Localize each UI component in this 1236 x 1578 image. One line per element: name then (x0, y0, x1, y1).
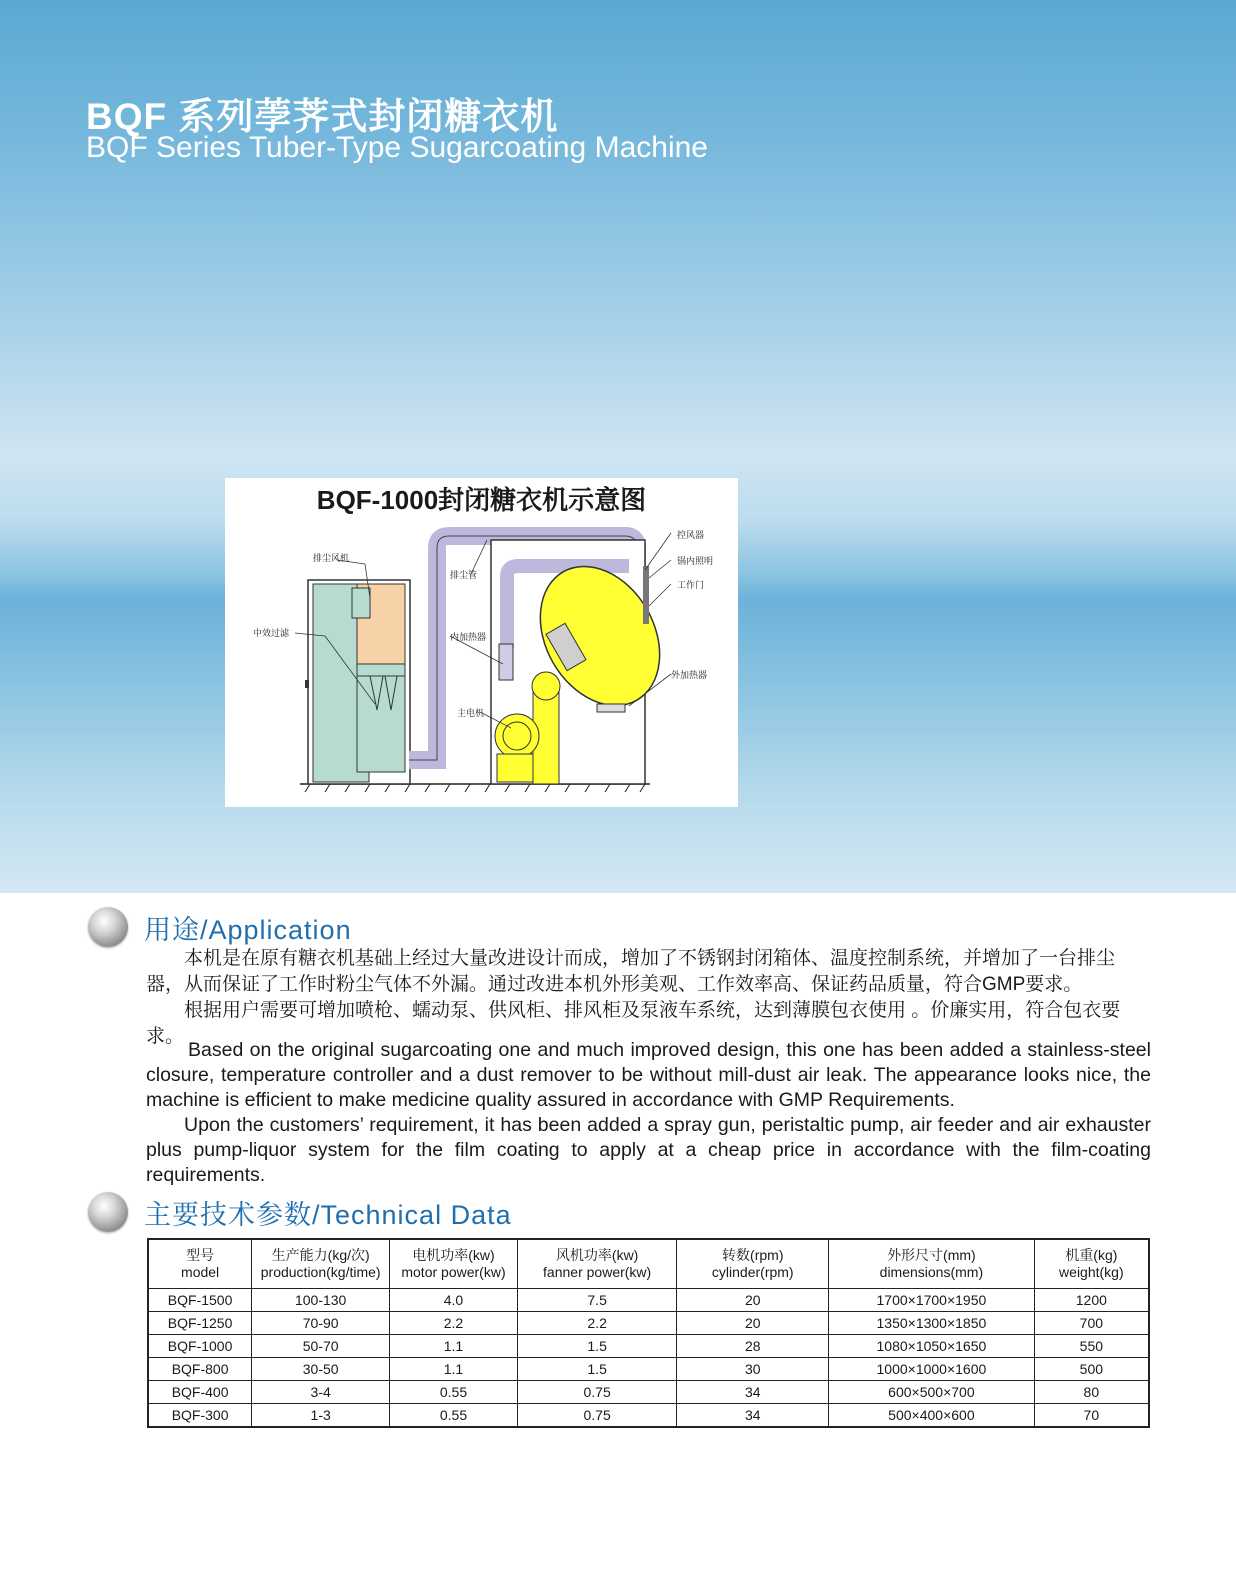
table-cell: 70-90 (252, 1312, 390, 1335)
table-cell: 2.2 (390, 1312, 518, 1335)
table-cell: 80 (1034, 1381, 1149, 1404)
table-cell: BQF-300 (148, 1404, 252, 1428)
table-cell: 50-70 (252, 1335, 390, 1358)
page-title-en: BQF Series Tuber-Type Sugarcoating Machine (86, 131, 708, 164)
table-cell: 600×500×700 (829, 1381, 1035, 1404)
table-cell: 7.5 (517, 1289, 677, 1312)
table-cell: 1200 (1034, 1289, 1149, 1312)
table-cell: 500 (1034, 1358, 1149, 1381)
sphere-bullet-icon (88, 907, 128, 947)
application-cn-paragraph: 根据用户需要可增加喷枪、蠕动泵、供风柜、排风柜及泵液车系统，达到薄膜包衣使用 。价廉实用，符合包衣要求。 (146, 1000, 1121, 1047)
table-cell: 700 (1034, 1312, 1149, 1335)
table-cell: 1080×1050×1650 (829, 1335, 1035, 1358)
technical-heading-text: 主要技术参数/Technical Data (144, 1199, 512, 1230)
table-cell: 34 (677, 1404, 829, 1428)
table-cell: BQF-400 (148, 1381, 252, 1404)
table-cell: 100-130 (252, 1289, 390, 1312)
label-work-door: 工作门 (677, 580, 705, 590)
table-row (148, 1312, 1149, 1335)
table-row (148, 1358, 1149, 1381)
application-en-text (146, 1038, 1151, 1188)
table-cell: 1700×1700×1950 (829, 1289, 1035, 1312)
diagram-title: BQF-1000封闭糖衣机示意图 (316, 485, 647, 515)
machine-diagram (225, 478, 738, 807)
table-cell: 30 (677, 1358, 829, 1381)
table-cell: 0.55 (390, 1381, 518, 1404)
technical-data-table (147, 1238, 1150, 1428)
column-header: 外形尺寸(mm) dimensions(mm) (829, 1239, 1035, 1289)
table-cell: 2.2 (517, 1312, 677, 1335)
label-dust-fan: 排尘风机 (313, 553, 350, 563)
sphere-bullet-icon (88, 1192, 128, 1232)
column-header: 电机功率(kw) motor power(kw) (390, 1239, 518, 1289)
table-row (148, 1289, 1149, 1312)
column-header: 风机功率(kw) fanner power(kw) (517, 1239, 677, 1289)
label-dust-pipe: 排尘管 (450, 570, 478, 580)
table-cell: 20 (677, 1289, 829, 1312)
application-heading-text: 用途/Application (144, 914, 352, 945)
label-filter: 中效过滤 (253, 628, 290, 638)
application-en-paragraph: Based on the original sugarcoating one and much improved design, this one has been added a stainless-steel closure, temperature controller and a dust remover to be without mill-dust air leak. The appearance looks nice, the machine is efficient to make medicine quality assured in accordance with GMP Requirements. (146, 1039, 1151, 1111)
column-header: 生产能力(kg/次) production(kg/time) (252, 1239, 390, 1289)
table-cell: BQF-1500 (148, 1289, 252, 1312)
table-cell: 28 (677, 1335, 829, 1358)
table-row (148, 1404, 1149, 1428)
column-header: 型号 model (148, 1239, 252, 1289)
label-outer-heater: 外加热器 (671, 670, 708, 680)
table-cell: BQF-800 (148, 1358, 252, 1381)
table-cell: 1.1 (390, 1358, 518, 1381)
table-cell: BQF-1000 (148, 1335, 252, 1358)
label-air-cover: 控风器 (677, 530, 705, 540)
table-cell: 500×400×600 (829, 1404, 1035, 1428)
table-cell: 30-50 (252, 1358, 390, 1381)
table-cell: 4.0 (390, 1289, 518, 1312)
label-inner-lamp: 锅内照明 (677, 556, 714, 566)
application-cn-paragraph: 本机是在原有糖衣机基础上经过大量改进设计而成，增加了不锈钢封闭箱体、温度控制系统，并增加了一台排尘器，从而保证了工作时粉尘气体不外漏。通过改进本机外形美观、工作效率高、保证药品质量，符合GMP要求。 (146, 948, 1116, 995)
table-cell: 0.75 (517, 1381, 677, 1404)
column-header: 转数(rpm) cylinder(rpm) (677, 1239, 829, 1289)
page-title-cn: BQF 系列荸荠式封闭糖衣机 (86, 96, 559, 137)
table-cell: BQF-1250 (148, 1312, 252, 1335)
label-main-motor: 主电机 (457, 708, 485, 718)
table-cell: 550 (1034, 1335, 1149, 1358)
table-cell: 1.5 (517, 1358, 677, 1381)
label-inner-heater: 内加热器 (450, 632, 487, 642)
table-cell: 0.75 (517, 1404, 677, 1428)
technical-heading (88, 1191, 512, 1233)
table-cell: 70 (1034, 1404, 1149, 1428)
table-cell: 1-3 (252, 1404, 390, 1428)
table-cell: 1000×1000×1600 (829, 1358, 1035, 1381)
table-header-row (148, 1239, 1149, 1289)
table-cell: 20 (677, 1312, 829, 1335)
table-cell: 1.1 (390, 1335, 518, 1358)
table-cell: 0.55 (390, 1404, 518, 1428)
column-header: 机重(kg) weight(kg) (1034, 1239, 1149, 1289)
table-cell: 1350×1300×1850 (829, 1312, 1035, 1335)
application-cn-text (146, 946, 1151, 1050)
table-cell: 1.5 (517, 1335, 677, 1358)
table-cell: 34 (677, 1381, 829, 1404)
application-en-paragraph: Upon the customers’ requirement, it has been added a spray gun, peristaltic pump, air feeder and air exhauster plus pump-liquor system for the film coating to apply at a cheap price in accordance with the film-coating requirements. (146, 1114, 1151, 1186)
table-row (148, 1335, 1149, 1358)
table-row (148, 1381, 1149, 1404)
application-heading (88, 906, 352, 948)
table-cell: 3-4 (252, 1381, 390, 1404)
